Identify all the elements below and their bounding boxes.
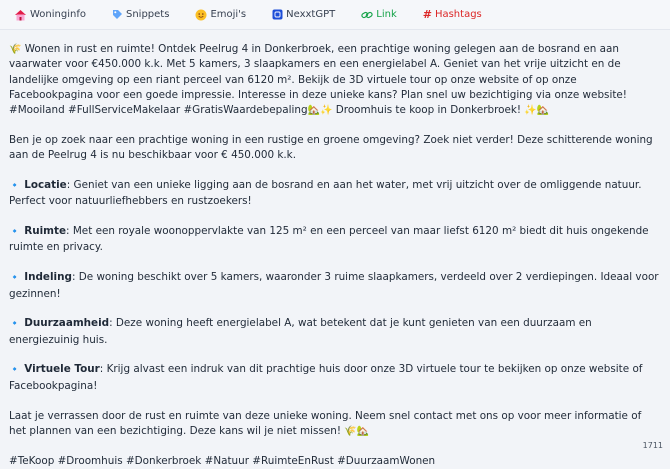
house-icon <box>14 9 27 21</box>
bullet-locatie <box>9 178 661 210</box>
tab-hashtags-label: Hashtags <box>434 9 482 20</box>
tab-snippets-label: Snippets <box>125 9 170 20</box>
bullet-label: Locatie <box>24 179 67 192</box>
tab-woninginfo[interactable] <box>14 9 86 21</box>
bullet-ruimte <box>9 224 661 256</box>
diamond-bullet-icon: 🔹 <box>9 365 21 376</box>
tab-hashtags[interactable] <box>423 8 482 21</box>
wheat-icon: 🌾 <box>9 44 22 55</box>
intro-tagline: Droomhuis te koop in Donkerbroek! <box>335 104 522 117</box>
sparkle-house-icon: ✨🏡 <box>524 105 550 117</box>
link-icon <box>361 10 373 20</box>
diamond-bullet-icon: 🔹 <box>9 227 21 238</box>
toolbar <box>0 0 670 30</box>
tab-emojis[interactable] <box>195 9 246 21</box>
bullet-label: Ruimte <box>24 225 67 238</box>
tab-emojis-label: Emoji's <box>210 9 247 20</box>
house-sparkle-icon: 🏡✨ <box>307 105 333 117</box>
bullet-text: : Geniet van een unieke ligging aan de bosrand en aan het water, met vrij uitzicht over de omliggende natuur. Perfect voor natuurliefhebbers en rustzoekers! <box>9 179 642 208</box>
bullet-virtuele-tour <box>9 362 661 394</box>
bullet-label: Duurzaamheid <box>24 317 110 330</box>
wheat-house-icon: 🌾🏡 <box>344 425 370 437</box>
bullet-label: Indeling <box>24 271 72 284</box>
closing-paragraph <box>9 409 661 440</box>
ai-icon <box>272 9 283 20</box>
hash-icon: # <box>422 8 432 21</box>
bullet-indeling <box>9 270 661 302</box>
tab-nexxtgpt-label: NexxtGPT <box>286 9 336 20</box>
diamond-bullet-icon: 🔹 <box>9 319 21 330</box>
tab-snippets[interactable] <box>112 9 169 20</box>
summary-paragraph: Ben je op zoek naar een prachtige woning in een rustige en groene omgeving? Zoek niet verder! Deze schitterende woning aan de Peelrug 4 is nu beschikbaar voor € 450.000 k.k. <box>9 133 653 162</box>
diamond-bullet-icon: 🔹 <box>9 181 21 192</box>
diamond-bullet-icon: 🔹 <box>9 273 21 284</box>
bullet-text: : De woning beschikt over 5 kamers, waaronder 3 ruime slaapkamers, verdeeld over 2 verdiepingen. Ideaal voor gezinnen! <box>9 271 659 300</box>
bullet-text: : Met een royale woonoppervlakte van 125 m² en een perceel van maar liefst 6120 m² biedt dit huis ongekende ruimte en privacy. <box>9 225 649 254</box>
intro-text: Wonen in rust en ruimte! Ontdek Peelrug 4 in Donkerbroek, een prachtige woning gelegen aan de bosrand en aan vaarwater voor €450.000 k.k. Met 5 kamers, 3 slaapkamers en een energielabel A. Geniet van het vrije uitzicht en de landelijke omgeving op een riant perceel van 6120 m². Bekijk de 3D virtuele tour op onze website of op onze Facebookpagina voor een goede impressie. Interesse in deze unieke kans? Plan snel uw bezichtiging via onze website! #Mooiland #FullServiceMakelaar #GratisWaardebepaling <box>9 43 627 117</box>
bullet-text: : Deze woning heeft energielabel A, wat betekent dat je kunt genieten van een duurzaam en energiezuinig huis. <box>9 317 592 346</box>
tab-woninginfo-label: Woninginfo <box>30 9 86 20</box>
bullet-text: : Krijg alvast een indruk van dit prachtige huis door onze 3D virtuele tour te bekijken op onze website of Facebookpagina! <box>9 363 643 392</box>
intro-paragraph <box>9 42 661 118</box>
tab-nexxtgpt[interactable] <box>272 9 335 20</box>
closing-text: Laat je verrassen door de rust en ruimte van deze unieke woning. Neem snel contact met ons op voor meer informatie of het plannen van een bezichtiging. Deze kans wil je niet missen! <box>9 409 642 437</box>
bullet-duurzaamheid <box>9 316 661 348</box>
tab-link[interactable] <box>361 9 396 20</box>
character-count: 1711 <box>642 441 663 450</box>
tag-icon <box>112 9 123 20</box>
bullet-label: Virtuele Tour <box>24 363 100 376</box>
smiley-icon <box>195 9 207 21</box>
tab-link-label: Link <box>376 9 397 20</box>
hashtag-line: #TeKoop #Droomhuis #Donkerbroek #Natuur #RuimteEnRust #DuurzaamWonen <box>9 454 436 467</box>
post-editor[interactable] <box>0 30 670 469</box>
